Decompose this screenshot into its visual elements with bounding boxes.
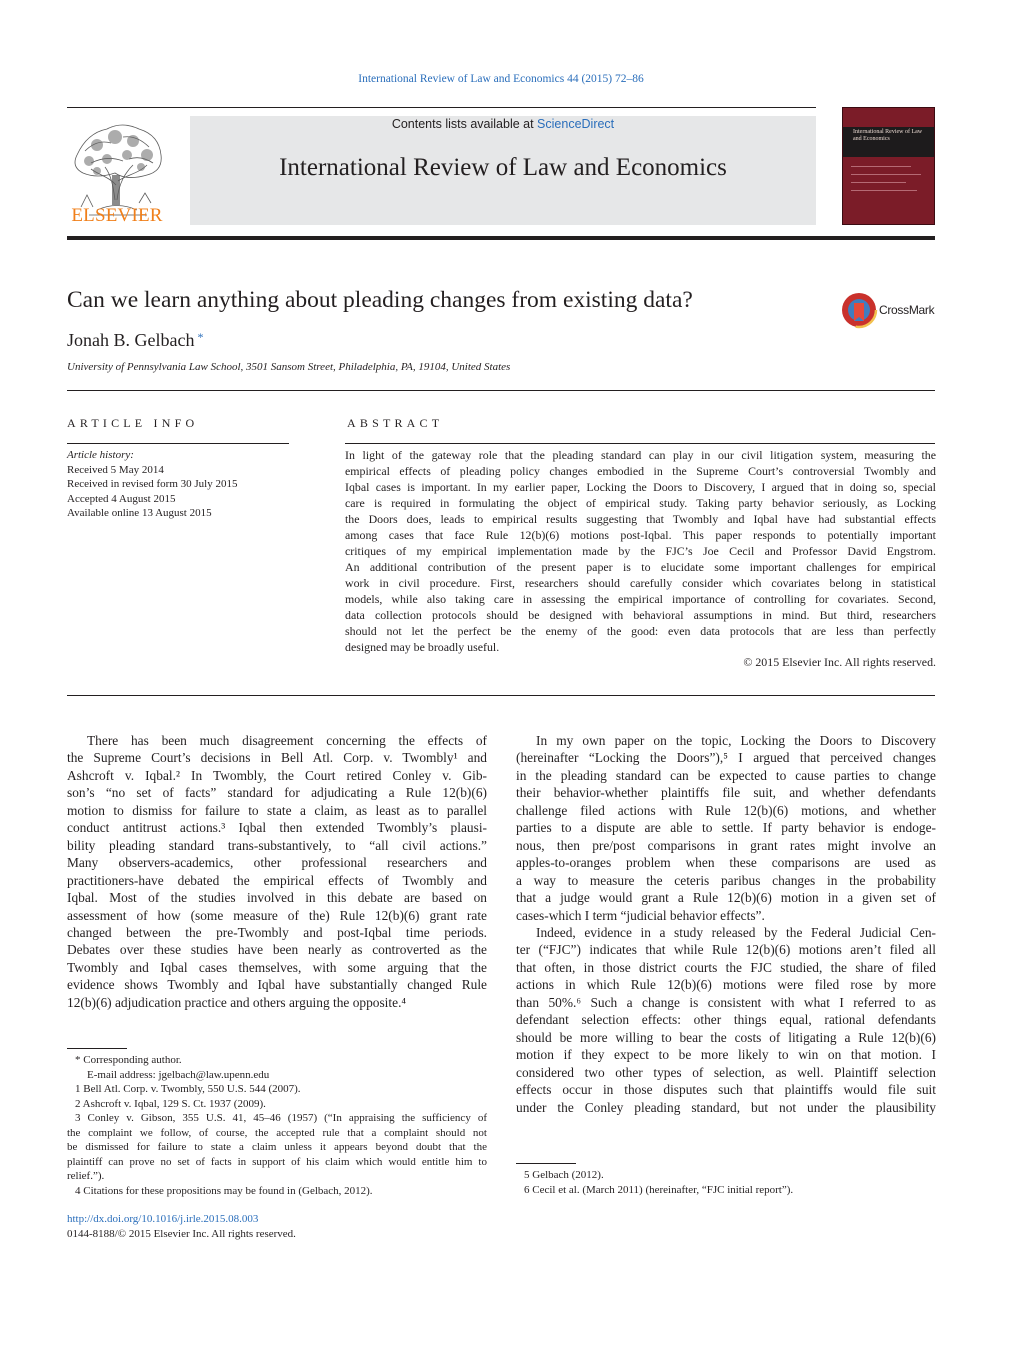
body-line: defendant selection effects: other things equal, rational defendants (516, 1012, 936, 1028)
abstract-line: designed may be broadly useful. (345, 640, 500, 654)
body-line: son’s “no set of facts” standard for adjudicating a Rule 12(b)(6) (67, 785, 487, 801)
contents-prefix: Contents lists available at (391, 117, 538, 131)
abstract-body (345, 447, 936, 655)
body-line: 12(b)(6) adjudication practice and others arguing the opposite.⁴ (67, 994, 407, 1010)
contents-line (190, 117, 816, 131)
abstract-line: critiques of my empirical implementation made by the FJC’s Joe Cecil and Professor David Engstrom. (345, 544, 936, 558)
body-line: than 50%.⁶ Such a change is consistent with what I referred to as (516, 994, 936, 1010)
body-line: conduct antitrust actions.³ Iqbal then extended Twombly’s plausi- (67, 820, 487, 836)
body-line: assessment of how (some measure of the) Rule 12(b)(6) grant rate (67, 907, 487, 923)
abstract-line: care is required in formulating the object of empirical study. Taking party behavior seriously, as Locking (345, 496, 936, 510)
footnote-3-cont: the complaint we follow, of course, the accepted rule that a complaint should not (67, 1126, 487, 1139)
corresponding-author-mark[interactable]: * (197, 330, 204, 344)
footnote-3-cont: plaintiff can prove no set of facts in support of his claim which would entitle him to (67, 1155, 487, 1168)
body-line: considered two other types of selection, as well. Plaintiff selection (516, 1064, 936, 1080)
cover-rule (851, 190, 917, 191)
footnote-rule (67, 1048, 127, 1049)
cover-rule (851, 182, 906, 183)
footnotes-left (67, 1053, 487, 1198)
history-item: Received in revised form 30 July 2015 (67, 478, 238, 490)
abstract-line: among cases that face Rule 12(b)(6) motions post-Iqbal. This paper responds to potentially important (345, 528, 936, 542)
article-title: Can we learn anything about pleading changes from existing data? (67, 287, 693, 313)
cover-rule (851, 166, 911, 167)
author-text: Jonah B. Gelbach (67, 330, 195, 350)
footnote-3-cont: relief.”). (67, 1170, 105, 1182)
body-column-right (516, 732, 936, 1116)
abstract-line: models, while also taking care in assessing the empirical importance of controlling for covariates. Second, (345, 592, 936, 606)
body-line: should be more willing to bear the costs of litigating a Rule 12(b)(6) (516, 1029, 936, 1045)
issn-copyright: 0144-8188/© 2015 Elsevier Inc. All rights reserved. (67, 1228, 296, 1240)
abstract-line: the Doors does, leads to empirical results suggesting that Twombly and Iqbal have had substantial effects (345, 512, 936, 526)
abstract-line: empirical effects of pleading policy changes embodied in the Supreme Court’s controversial Twombly and (345, 464, 936, 478)
footnote-1: 1 Bell Atl. Corp. v. Twombly, 550 U.S. 544 (2007). (75, 1083, 301, 1095)
body-line: that a judge would grant a Rule 12(b)(6) motion in a given set of (516, 890, 936, 906)
abstract-line: work in civil procedure. First, researchers should carefully consider which covariates belong in statistical (345, 576, 936, 590)
author-name (67, 330, 203, 351)
body-line: motion if they expect to be more likely to win on that motion. I (516, 1047, 936, 1063)
body-line: Indeed, evidence in a study released by the Federal Judicial Cen- (536, 924, 936, 940)
body-line: parties to a dispute are able to settle. If party behavior is endoge- (516, 820, 936, 836)
article-info-rule (67, 443, 289, 444)
abstract-heading: ABSTRACT (347, 416, 444, 430)
footnote-3-cont: be dismissed for failure to state a claim unless it appears beyond doubt that the (67, 1141, 487, 1153)
body-line: nous, then pre/post comparisons in grant rates might involve an (516, 837, 936, 853)
body-line: under the Conley pleading standard, but not under the plausibility (516, 1099, 936, 1115)
header-rule (67, 107, 816, 108)
body-line: cases-which I term “judicial behavior effects”. (516, 907, 765, 923)
body-line: There has been much disagreement concerning the effects of (87, 733, 487, 748)
body-line: In my own paper on the topic, Locking the Doors to Discovery (536, 733, 936, 748)
cover-title: International Review of Law and Economics (853, 129, 923, 142)
body-line: Iqbal. Most of the studies involved in this debate are based on (67, 890, 487, 906)
body-line: their behavior-whether plaintiffs file suit, and whether defendants (516, 785, 936, 801)
body-column-left (67, 732, 487, 1011)
abstract-line: should not let the perfect be the enemy of the good: even data protocols that are less than perfectly (345, 624, 936, 638)
footnote-rule (516, 1163, 576, 1164)
history-label: Article history: (67, 449, 134, 461)
body-line: that often, in those district courts the FJC studied, the share of filed (516, 959, 936, 975)
abstract-line: data collection protocols should be designed with behavioral assumptions in mind. But third, researchers (345, 608, 936, 622)
abstract-line: An additional contribution of the present paper is to elucidate some important challenges for empirical (345, 560, 936, 574)
body-line: apples-to-oranges problem when these comparisons are used as (516, 855, 936, 871)
body-line: in the pleading standard can be expected to cause parties to change (516, 767, 936, 783)
footnote-4: 4 Citations for these propositions may be found in (Gelbach, 2012). (75, 1184, 373, 1197)
header-thick-rule (67, 236, 935, 240)
footnote-5[interactable]: 5 Gelbach (2012). (524, 1169, 604, 1181)
abstract-bottom-rule (67, 695, 935, 696)
doi-link[interactable]: http://dx.doi.org/10.1016/j.irle.2015.08.003 (67, 1213, 259, 1225)
footnote-email[interactable]: E-mail address: jgelbach@law.upenn.edu (87, 1068, 270, 1081)
body-line: Ashcroft v. Iqbal.² In Twombly, the Court retired Conley v. Gib- (67, 767, 487, 783)
journal-reference[interactable]: International Review of Law and Economics 44 (2015) 72–86 (358, 73, 644, 85)
footnote-6[interactable]: 6 Cecil et al. (March 2011) (hereinafter, “FJC initial report”). (524, 1183, 794, 1196)
article-info-heading: ARTICLE INFO (67, 416, 199, 430)
body-line: evidence shows Twombly and Iqbal have substantially changed Rule (67, 977, 487, 993)
body-line: (hereinafter “Locking the Doors”),⁵ I argued that perceived changes (516, 750, 936, 766)
footnote-2: 2 Ashcroft v. Iqbal, 129 S. Ct. 1937 (2009). (75, 1097, 266, 1110)
elsevier-wordmark: ELSEVIER (71, 205, 163, 226)
title-rule (67, 390, 935, 391)
footnote-corresponding: * Corresponding author. (75, 1054, 182, 1066)
body-line: the Supreme Court’s decisions in Bell Atl. Corp. v. Twombly¹ and (67, 750, 487, 766)
body-line: Debates over these studies have been nearly as controverted as the (67, 942, 487, 958)
body-line: practitioners-have debated the empirical effects of Twombly and (67, 872, 487, 888)
article-history (67, 448, 297, 521)
journal-title: International Review of Law and Economics (279, 154, 727, 181)
article-footer (67, 1212, 296, 1242)
body-line: ter (“FJC”) indicates that while Rule 12(b)(6) motions aren’t filed all (516, 942, 936, 958)
history-item: Received 5 May 2014 (67, 463, 164, 476)
cover-rule (851, 174, 921, 175)
body-line: challenge filed actions with Rule 12(b)(6) motions, and whether (516, 802, 936, 818)
abstract-copyright: © 2015 Elsevier Inc. All rights reserved. (743, 655, 936, 669)
body-line: motion to dismiss for failure to state a claim, as least as to parallel (67, 802, 487, 818)
abstract-rule (345, 443, 935, 444)
body-line: actions in which Rule 12(b)(6) motions were filed rose by more (516, 977, 936, 993)
body-line: changed between the pre-Twombly and post-Iqbal time periods. (67, 924, 487, 940)
sciencedirect-link[interactable]: ScienceDirect (537, 117, 615, 131)
history-item: Available online 13 August 2015 (67, 507, 212, 519)
body-line: a way to measure the ceteris paribus changes in the probability (516, 872, 936, 888)
history-item: Accepted 4 August 2015 (67, 492, 176, 505)
crossmark-label[interactable]: CrossMark (879, 303, 935, 317)
body-line: effects occur in those disputes such that plaintiffs would file suit (516, 1082, 936, 1098)
abstract-line: Iqbal cases is important. In my earlier paper, Locking the Doors to Discovery, I argued that in doing so, special (345, 480, 936, 494)
body-line: Many observers-academics, other professional researchers and (67, 855, 487, 871)
journal-cover-thumbnail[interactable] (842, 107, 935, 225)
body-line: bility pleading standard trans-substantively, to “all civil actions.” (67, 837, 487, 853)
abstract-line: In light of the gateway role that the pleading standard can play in our civil litigation system, measuring the (345, 448, 936, 462)
body-line: Twombly and Iqbal cases themselves, with some arguing that the (67, 959, 487, 975)
author-affiliation: University of Pennsylvania Law School, 3501 Sansom Street, Philadelphia, PA, 19104, United States (67, 361, 511, 373)
footnotes-right (516, 1168, 936, 1197)
footnote-3: 3 Conley v. Gibson, 355 U.S. 41, 45–46 (1957) (“In appraising the sufficiency of (75, 1112, 487, 1124)
